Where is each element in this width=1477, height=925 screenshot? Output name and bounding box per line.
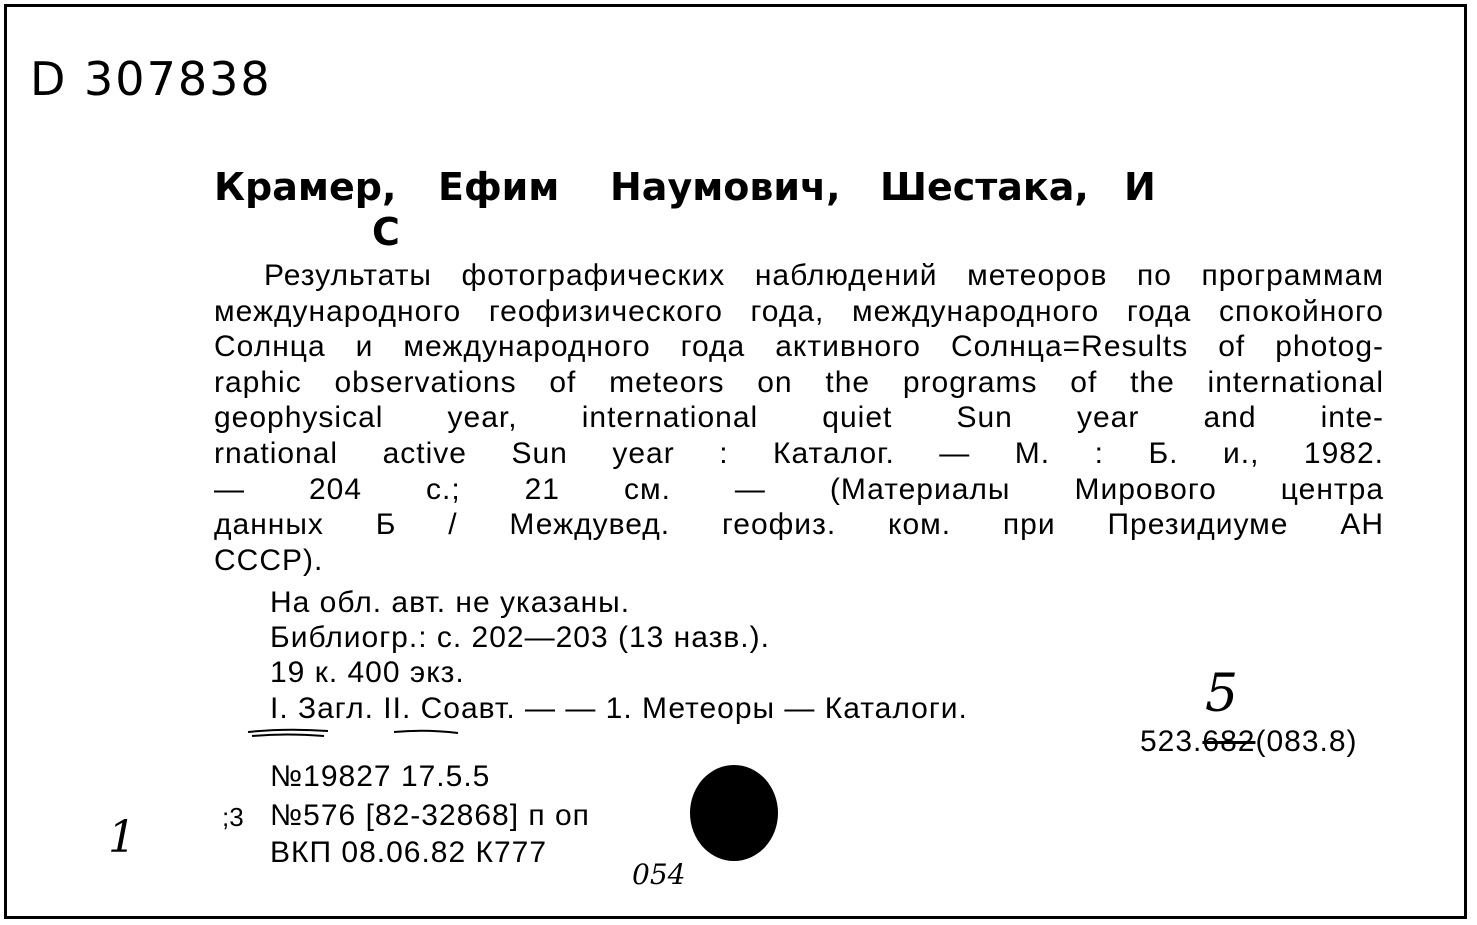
description-line: rnational active Sun year : Каталог. — М. : Б. и., 1982. <box>214 436 1384 470</box>
handwritten-mark-bottom: 054 <box>632 858 686 891</box>
coauthor-initial-2: С <box>372 210 400 254</box>
description-line: данных Б / Междувед. геофиз. ком. при Президиуме АН <box>214 508 1384 542</box>
udc-prefix: 523. <box>1140 725 1203 758</box>
handwritten-mark-left: 1 <box>108 812 136 863</box>
tracings: I. Загл. II. Соавт. — — 1. Метеоры — Каталоги. <box>270 692 968 725</box>
description-line: geophysical year, international quiet Sun year and inte- <box>214 401 1384 435</box>
description-line: raphic observations of meteors on the programs of the international <box>214 365 1384 399</box>
udc-struck: 682 <box>1202 725 1256 758</box>
description-line: СССР). <box>214 543 324 577</box>
note-bibliography: Библиогр.: с. 202—203 (13 назв.). <box>270 621 770 654</box>
punch-hole <box>690 765 778 861</box>
description-line: международного геофизического года, международного года спокойного <box>214 294 1384 328</box>
author-surname-1: Крамер, <box>214 165 397 209</box>
call-number: D 307838 <box>30 52 272 106</box>
description-line: Результаты фотографических наблюдений метеоров по программам <box>264 259 1384 292</box>
coauthor-initial-1: И <box>1124 165 1156 209</box>
author-patronymic: Наумович, <box>610 165 841 209</box>
note-price-print-run: 19 к. 400 экз. <box>270 656 465 689</box>
udc-suffix: (083.8) <box>1255 725 1358 758</box>
side-mark: ;3 <box>222 802 244 832</box>
description-line: Солнца и международного года активного Солнца=Results of photog- <box>214 330 1384 364</box>
bibliographic-description <box>214 258 1384 578</box>
handwritten-mark-right: 5 <box>1205 664 1239 724</box>
registry-vkp: ВКП 08.06.82 К777 <box>270 836 548 869</box>
udc-code <box>1140 725 1358 759</box>
tracings-underline <box>246 724 466 744</box>
registry-order: №576 [82-32868] п оп <box>270 799 590 832</box>
registry-number: №19827 17.5.5 <box>270 760 491 793</box>
coauthor-surname: Шестака, <box>880 165 1089 209</box>
note-authors: На обл. авт. не указаны. <box>270 586 631 619</box>
description-line: — 204 с.; 21 см. — (Материалы Мирового центра <box>214 472 1384 506</box>
author-first-name: Ефим <box>438 165 560 209</box>
